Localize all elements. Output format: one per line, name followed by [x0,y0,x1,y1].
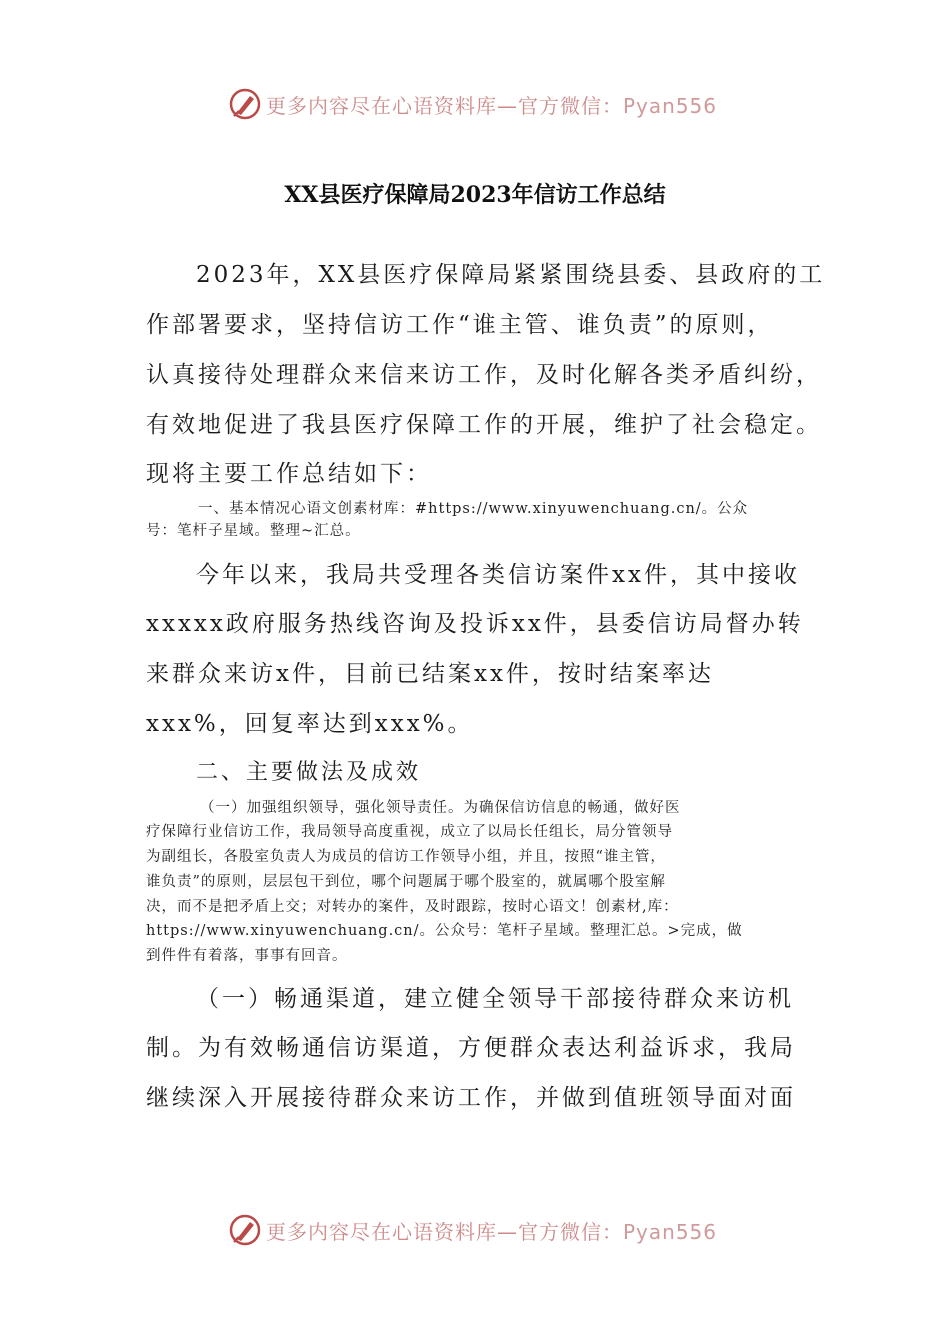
pen-nib-icon [228,1213,262,1247]
section1-heading: 号：笔杆子星域。整理~汇总。 [146,523,361,539]
section1-line: 今年以来，我局共受理各类信访案件xx件，其中接收 [196,562,800,588]
section2-item1-line: 疗保障行业信访工作，我局领导高度重视，成立了以局长任组长，局分管领导 [146,824,673,840]
intro-line: 认真接待处理群众来信来访工作，及时化解各类矛盾纠纷， [146,362,822,388]
section2-item1-line: 为副组长，各股室负责人为成员的信访工作领导小组，并且，按照“谁主管， [146,849,666,865]
document-title: XX县医疗保障局2023年信访工作总结 [284,182,666,208]
section2-item1-line: 谁负责”的原则，层层包干到位，哪个问题属于哪个股室的，就属哪个股室解 [146,874,666,890]
watermark-footer [228,1210,717,1250]
intro-line: 现将主要工作总结如下： [146,461,432,487]
section2-heading: 二、主要做法及成效 [196,760,422,785]
intro-line: 2023年，XX县医疗保障局紧紧围绕县委、县政府的工 [196,262,826,288]
watermark-text: 更多内容尽在心语资料库—官方微信：Pyan556 [266,93,718,118]
section2-item2-line: 制。为有效畅通信访渠道，方便群众表达利益诉求，我局 [146,1035,796,1061]
section2-item2-line: （一）畅通渠道，建立健全领导干部接待群众来访机 [196,986,794,1012]
section2-item1-line: https://www.xinyuwenchuang.cn/。公众号：笔杆子星域。整理汇总。>完成，做 [146,923,743,939]
section2-item1-line: 决，而不是把矛盾上交；对转办的案件，及时跟踪，按时心语文！创素材,库： [146,899,679,915]
section2-item1-line: 到件件有着落，事事有回音。 [146,948,348,964]
section1-line: xxxxx政府服务热线咨询及投诉xx件，县委信访局督办转 [146,611,804,637]
intro-line: 有效地促进了我县医疗保障工作的开展，维护了社会稳定。 [146,412,822,438]
section1-line: xxx%，回复率达到xxx%。 [146,711,474,737]
watermark-header [228,84,717,124]
section2-item2-line: 继续深入开展接待群众来访工作，并做到值班领导面对面 [146,1085,796,1111]
section2-item1-line: （一）加强组织领导，强化领导责任。为确保信访信息的畅通，做好医 [200,800,681,816]
watermark-text: 更多内容尽在心语资料库—官方微信：Pyan556 [266,1219,718,1244]
intro-line: 作部署要求，坚持信访工作“谁主管、谁负责”的原则， [146,312,774,338]
section1-heading: 一、基本情况心语文创素材库：#https://www.xinyuwenchuang.cn/。公众 [198,501,749,517]
section1-line: 来群众来访x件，目前已结案xx件，按时结案率达 [146,661,714,687]
pen-nib-icon [228,87,262,121]
